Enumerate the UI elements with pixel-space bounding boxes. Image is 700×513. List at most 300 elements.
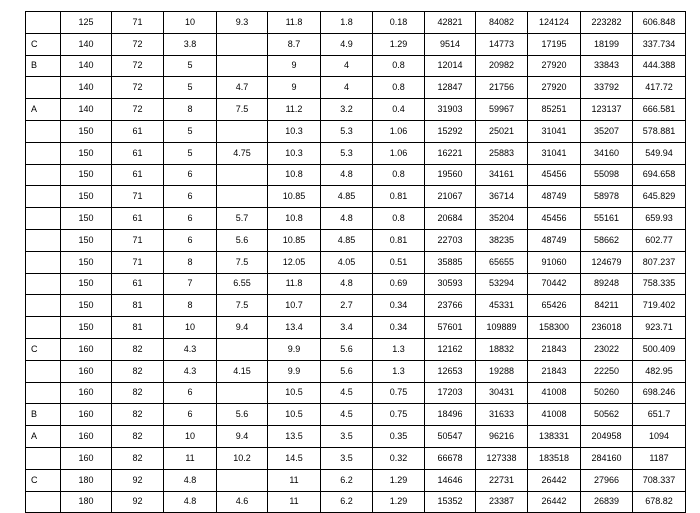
table-cell: 1.06 bbox=[373, 142, 425, 164]
table-cell: 1094 bbox=[633, 426, 686, 448]
table-cell: 3.5 bbox=[321, 426, 373, 448]
table-cell: 0.8 bbox=[373, 164, 425, 186]
table-cell: 6 bbox=[164, 164, 217, 186]
table-cell: 4.6 bbox=[217, 491, 268, 513]
table-cell: 160 bbox=[61, 360, 112, 382]
table-cell: 150 bbox=[61, 186, 112, 208]
row-label-cell bbox=[26, 360, 61, 382]
table-row bbox=[26, 469, 686, 491]
table-cell: 719.402 bbox=[633, 295, 686, 317]
table-cell: 8 bbox=[164, 295, 217, 317]
table-cell: 9.4 bbox=[217, 317, 268, 339]
table-cell: 160 bbox=[61, 447, 112, 469]
table-cell: 6 bbox=[164, 208, 217, 230]
table-cell: 50562 bbox=[581, 404, 633, 426]
table-cell: 17203 bbox=[425, 382, 476, 404]
table-cell: 140 bbox=[61, 99, 112, 121]
table-cell: 0.34 bbox=[373, 295, 425, 317]
table-cell: 0.8 bbox=[373, 77, 425, 99]
table-cell: 4.8 bbox=[321, 208, 373, 230]
table-cell: 0.51 bbox=[373, 251, 425, 273]
table-cell: 84211 bbox=[581, 295, 633, 317]
table-cell: 124679 bbox=[581, 251, 633, 273]
table-cell bbox=[217, 338, 268, 360]
table-cell: 150 bbox=[61, 120, 112, 142]
table-cell: 23022 bbox=[581, 338, 633, 360]
table-cell: 0.81 bbox=[373, 186, 425, 208]
table-cell: 5.6 bbox=[321, 338, 373, 360]
table-cell: 10.3 bbox=[268, 120, 321, 142]
table-cell: 180 bbox=[61, 469, 112, 491]
table-cell: 606.848 bbox=[633, 12, 686, 34]
table-cell: 82 bbox=[112, 338, 164, 360]
table-cell: 26839 bbox=[581, 491, 633, 513]
table-cell: 59967 bbox=[476, 99, 528, 121]
table-cell: 12847 bbox=[425, 77, 476, 99]
table-cell: 4.85 bbox=[321, 229, 373, 251]
table-cell: 150 bbox=[61, 273, 112, 295]
table-cell: 48749 bbox=[528, 186, 581, 208]
table-cell: 0.75 bbox=[373, 404, 425, 426]
row-label-cell bbox=[26, 491, 61, 513]
table-cell: 7.5 bbox=[217, 99, 268, 121]
table-row bbox=[26, 447, 686, 469]
table-cell: 417.72 bbox=[633, 77, 686, 99]
table-cell bbox=[217, 164, 268, 186]
table-row bbox=[26, 77, 686, 99]
table-row bbox=[26, 229, 686, 251]
table-cell: 42821 bbox=[425, 12, 476, 34]
table-cell: 12162 bbox=[425, 338, 476, 360]
table-cell: 1.29 bbox=[373, 491, 425, 513]
table-cell: 5.3 bbox=[321, 142, 373, 164]
table-cell: 10.8 bbox=[268, 208, 321, 230]
row-label-cell bbox=[26, 317, 61, 339]
row-label-cell bbox=[26, 77, 61, 99]
table-cell: 9.3 bbox=[217, 12, 268, 34]
table-cell: 923.71 bbox=[633, 317, 686, 339]
table-cell: 10 bbox=[164, 426, 217, 448]
table-cell: 61 bbox=[112, 208, 164, 230]
table-cell: 6 bbox=[164, 186, 217, 208]
table-cell: 71 bbox=[112, 186, 164, 208]
table-cell: 0.32 bbox=[373, 447, 425, 469]
table-cell: 708.337 bbox=[633, 469, 686, 491]
table-cell: 18496 bbox=[425, 404, 476, 426]
table-cell: 337.734 bbox=[633, 33, 686, 55]
table-cell: 1.8 bbox=[321, 12, 373, 34]
table-cell: 3.5 bbox=[321, 447, 373, 469]
table-cell: 15292 bbox=[425, 120, 476, 142]
table-cell: 578.881 bbox=[633, 120, 686, 142]
row-label-cell bbox=[26, 251, 61, 273]
table-cell: 21756 bbox=[476, 77, 528, 99]
table-cell: 30593 bbox=[425, 273, 476, 295]
table-cell: 41008 bbox=[528, 382, 581, 404]
table-cell: 138331 bbox=[528, 426, 581, 448]
table-cell: 19560 bbox=[425, 164, 476, 186]
table-cell: 124124 bbox=[528, 12, 581, 34]
table-cell: 5.6 bbox=[217, 404, 268, 426]
table-cell: 23766 bbox=[425, 295, 476, 317]
row-label-cell: A bbox=[26, 426, 61, 448]
table-cell: 81 bbox=[112, 317, 164, 339]
table-cell: 3.4 bbox=[321, 317, 373, 339]
table-cell: 8.7 bbox=[268, 33, 321, 55]
table-cell: 35207 bbox=[581, 120, 633, 142]
table-cell: 22703 bbox=[425, 229, 476, 251]
row-label-cell: B bbox=[26, 55, 61, 77]
table-cell: 150 bbox=[61, 142, 112, 164]
table-cell: 55098 bbox=[581, 164, 633, 186]
table-body bbox=[26, 12, 686, 513]
table-cell: 1.3 bbox=[373, 360, 425, 382]
table-cell: 4.7 bbox=[217, 77, 268, 99]
table-cell: 45456 bbox=[528, 164, 581, 186]
table-cell: 9.4 bbox=[217, 426, 268, 448]
table-cell: 14.5 bbox=[268, 447, 321, 469]
table-cell bbox=[217, 382, 268, 404]
table-cell: 82 bbox=[112, 404, 164, 426]
table-cell: 183518 bbox=[528, 447, 581, 469]
table-cell: 4.3 bbox=[164, 360, 217, 382]
table-cell: 12014 bbox=[425, 55, 476, 77]
table-cell: 0.69 bbox=[373, 273, 425, 295]
table-cell: 7.5 bbox=[217, 295, 268, 317]
table-cell: 10.85 bbox=[268, 186, 321, 208]
table-cell: 444.388 bbox=[633, 55, 686, 77]
row-label-cell bbox=[26, 186, 61, 208]
table-cell: 6.55 bbox=[217, 273, 268, 295]
table-cell: 27920 bbox=[528, 77, 581, 99]
table-cell: 71 bbox=[112, 251, 164, 273]
table-cell: 11.8 bbox=[268, 12, 321, 34]
table-cell: 71 bbox=[112, 229, 164, 251]
table-cell: 5.7 bbox=[217, 208, 268, 230]
table-cell: 127338 bbox=[476, 447, 528, 469]
table-cell: 45331 bbox=[476, 295, 528, 317]
table-cell: 4.75 bbox=[217, 142, 268, 164]
table-cell: 2.7 bbox=[321, 295, 373, 317]
table-cell: 0.34 bbox=[373, 317, 425, 339]
table-cell: 85251 bbox=[528, 99, 581, 121]
table-cell: 14773 bbox=[476, 33, 528, 55]
table-cell: 0.81 bbox=[373, 229, 425, 251]
row-label-cell: C bbox=[26, 33, 61, 55]
table-cell: 5.6 bbox=[321, 360, 373, 382]
table-cell: 4 bbox=[321, 55, 373, 77]
table-row bbox=[26, 338, 686, 360]
table-cell: 35204 bbox=[476, 208, 528, 230]
table-cell: 659.93 bbox=[633, 208, 686, 230]
table-cell: 666.581 bbox=[633, 99, 686, 121]
table-cell: 61 bbox=[112, 142, 164, 164]
table-cell: 549.94 bbox=[633, 142, 686, 164]
table-cell: 0.4 bbox=[373, 99, 425, 121]
table-cell: 4.5 bbox=[321, 382, 373, 404]
table-cell: 57601 bbox=[425, 317, 476, 339]
table-cell: 89248 bbox=[581, 273, 633, 295]
row-label-cell: C bbox=[26, 469, 61, 491]
table-cell: 65655 bbox=[476, 251, 528, 273]
table-cell: 4.3 bbox=[164, 338, 217, 360]
table-cell: 500.409 bbox=[633, 338, 686, 360]
table-cell: 0.18 bbox=[373, 12, 425, 34]
table-cell: 180 bbox=[61, 491, 112, 513]
table-cell: 33843 bbox=[581, 55, 633, 77]
row-label-cell bbox=[26, 382, 61, 404]
table-cell: 91060 bbox=[528, 251, 581, 273]
table-cell: 4.9 bbox=[321, 33, 373, 55]
table-cell: 10.5 bbox=[268, 404, 321, 426]
table-cell: 9 bbox=[268, 77, 321, 99]
row-label-cell: B bbox=[26, 404, 61, 426]
row-label-cell bbox=[26, 295, 61, 317]
table-cell: 10.8 bbox=[268, 164, 321, 186]
table-cell: 61 bbox=[112, 164, 164, 186]
table-cell: 30431 bbox=[476, 382, 528, 404]
table-cell: 38235 bbox=[476, 229, 528, 251]
table-cell: 27966 bbox=[581, 469, 633, 491]
table-cell: 5 bbox=[164, 55, 217, 77]
table-cell: 22250 bbox=[581, 360, 633, 382]
table-cell: 58662 bbox=[581, 229, 633, 251]
table-cell: 81 bbox=[112, 295, 164, 317]
table-cell: 4 bbox=[321, 77, 373, 99]
table-cell: 150 bbox=[61, 164, 112, 186]
table-row bbox=[26, 426, 686, 448]
table-cell: 160 bbox=[61, 382, 112, 404]
table-cell: 26442 bbox=[528, 491, 581, 513]
table-cell: 41008 bbox=[528, 404, 581, 426]
table-cell: 31903 bbox=[425, 99, 476, 121]
table-cell: 65426 bbox=[528, 295, 581, 317]
table-cell: 160 bbox=[61, 404, 112, 426]
row-label-cell bbox=[26, 229, 61, 251]
table-cell: 71 bbox=[112, 12, 164, 34]
table-cell: 158300 bbox=[528, 317, 581, 339]
table-row bbox=[26, 186, 686, 208]
table-row bbox=[26, 317, 686, 339]
table-row bbox=[26, 382, 686, 404]
table-row bbox=[26, 273, 686, 295]
table-cell: 9514 bbox=[425, 33, 476, 55]
table-row bbox=[26, 142, 686, 164]
table-cell: 31633 bbox=[476, 404, 528, 426]
table-cell: 150 bbox=[61, 251, 112, 273]
table-cell: 11 bbox=[164, 447, 217, 469]
table-cell: 11 bbox=[268, 469, 321, 491]
table-cell: 1.29 bbox=[373, 469, 425, 491]
table-cell: 1187 bbox=[633, 447, 686, 469]
table-cell: 13.4 bbox=[268, 317, 321, 339]
table-cell: 0.35 bbox=[373, 426, 425, 448]
table-cell: 4.8 bbox=[321, 164, 373, 186]
table-cell: 12.05 bbox=[268, 251, 321, 273]
table-cell: 0.8 bbox=[373, 55, 425, 77]
table-cell: 82 bbox=[112, 447, 164, 469]
table-cell: 10.5 bbox=[268, 382, 321, 404]
table-cell: 31041 bbox=[528, 120, 581, 142]
table-cell: 678.82 bbox=[633, 491, 686, 513]
table-cell: 18199 bbox=[581, 33, 633, 55]
table-cell: 10 bbox=[164, 317, 217, 339]
row-label-cell bbox=[26, 120, 61, 142]
table-cell: 66678 bbox=[425, 447, 476, 469]
table-cell: 45456 bbox=[528, 208, 581, 230]
table-cell: 9.9 bbox=[268, 360, 321, 382]
table-cell: 5.3 bbox=[321, 120, 373, 142]
table-cell: 16221 bbox=[425, 142, 476, 164]
table-cell: 1.29 bbox=[373, 33, 425, 55]
table-cell: 0.75 bbox=[373, 382, 425, 404]
table-row bbox=[26, 404, 686, 426]
table-cell: 19288 bbox=[476, 360, 528, 382]
table-cell: 140 bbox=[61, 55, 112, 77]
table-cell: 31041 bbox=[528, 142, 581, 164]
table-cell: 3.8 bbox=[164, 33, 217, 55]
table-cell: 26442 bbox=[528, 469, 581, 491]
table-cell: 150 bbox=[61, 229, 112, 251]
table-row bbox=[26, 33, 686, 55]
table-row bbox=[26, 295, 686, 317]
table-row bbox=[26, 120, 686, 142]
table-cell: 21843 bbox=[528, 360, 581, 382]
row-label-cell bbox=[26, 12, 61, 34]
table-row bbox=[26, 12, 686, 34]
table-cell: 11.2 bbox=[268, 99, 321, 121]
table-cell: 125 bbox=[61, 12, 112, 34]
table-cell: 5.6 bbox=[217, 229, 268, 251]
table-cell: 1.06 bbox=[373, 120, 425, 142]
table-cell: 55161 bbox=[581, 208, 633, 230]
table-row bbox=[26, 208, 686, 230]
table-cell: 160 bbox=[61, 338, 112, 360]
table-cell: 82 bbox=[112, 382, 164, 404]
table-cell: 4.85 bbox=[321, 186, 373, 208]
table-cell bbox=[217, 469, 268, 491]
table-cell bbox=[217, 33, 268, 55]
table-cell: 20684 bbox=[425, 208, 476, 230]
table-cell: 50260 bbox=[581, 382, 633, 404]
table-cell: 61 bbox=[112, 273, 164, 295]
table-cell: 72 bbox=[112, 99, 164, 121]
table-cell: 236018 bbox=[581, 317, 633, 339]
data-table bbox=[25, 11, 686, 513]
table-cell bbox=[217, 186, 268, 208]
table-cell: 92 bbox=[112, 469, 164, 491]
table-cell: 109889 bbox=[476, 317, 528, 339]
table-cell: 698.246 bbox=[633, 382, 686, 404]
table-cell: 4.8 bbox=[164, 469, 217, 491]
table-cell: 82 bbox=[112, 426, 164, 448]
table-cell: 10 bbox=[164, 12, 217, 34]
table-cell: 48749 bbox=[528, 229, 581, 251]
row-label-cell bbox=[26, 164, 61, 186]
table-cell: 150 bbox=[61, 208, 112, 230]
table-cell: 4.15 bbox=[217, 360, 268, 382]
table-cell: 123137 bbox=[581, 99, 633, 121]
table-cell: 20982 bbox=[476, 55, 528, 77]
table-cell: 5 bbox=[164, 77, 217, 99]
table-cell: 3.2 bbox=[321, 99, 373, 121]
table-cell: 6 bbox=[164, 404, 217, 426]
table-cell bbox=[217, 55, 268, 77]
table-cell: 4.05 bbox=[321, 251, 373, 273]
table-cell: 807.237 bbox=[633, 251, 686, 273]
table-cell: 34161 bbox=[476, 164, 528, 186]
table-row bbox=[26, 55, 686, 77]
table-cell: 0.8 bbox=[373, 208, 425, 230]
table-cell: 17195 bbox=[528, 33, 581, 55]
table-cell: 4.8 bbox=[321, 273, 373, 295]
table-cell: 223282 bbox=[581, 12, 633, 34]
table-row bbox=[26, 491, 686, 513]
table-cell: 12653 bbox=[425, 360, 476, 382]
row-label-cell: A bbox=[26, 99, 61, 121]
table-cell: 21843 bbox=[528, 338, 581, 360]
table-cell: 6.2 bbox=[321, 491, 373, 513]
table-cell: 36714 bbox=[476, 186, 528, 208]
table-cell bbox=[217, 120, 268, 142]
table-cell: 18832 bbox=[476, 338, 528, 360]
table-cell: 50547 bbox=[425, 426, 476, 448]
table-row bbox=[26, 164, 686, 186]
table-cell: 10.3 bbox=[268, 142, 321, 164]
table-cell: 284160 bbox=[581, 447, 633, 469]
table-cell: 4.5 bbox=[321, 404, 373, 426]
table-cell: 70442 bbox=[528, 273, 581, 295]
table-cell: 21067 bbox=[425, 186, 476, 208]
table-cell: 72 bbox=[112, 77, 164, 99]
table-cell: 25021 bbox=[476, 120, 528, 142]
row-label-cell bbox=[26, 273, 61, 295]
table-cell: 27920 bbox=[528, 55, 581, 77]
table-cell: 8 bbox=[164, 251, 217, 273]
row-label-cell bbox=[26, 142, 61, 164]
table-cell: 23387 bbox=[476, 491, 528, 513]
table-cell: 61 bbox=[112, 120, 164, 142]
table-cell: 7 bbox=[164, 273, 217, 295]
table-cell: 9 bbox=[268, 55, 321, 77]
table-cell: 6 bbox=[164, 229, 217, 251]
table-cell: 150 bbox=[61, 317, 112, 339]
table-cell: 15352 bbox=[425, 491, 476, 513]
table-cell: 96216 bbox=[476, 426, 528, 448]
table-cell: 58978 bbox=[581, 186, 633, 208]
table-cell: 10.85 bbox=[268, 229, 321, 251]
table-cell: 35885 bbox=[425, 251, 476, 273]
table-cell: 34160 bbox=[581, 142, 633, 164]
table-cell: 5 bbox=[164, 142, 217, 164]
table-cell: 140 bbox=[61, 33, 112, 55]
row-label-cell bbox=[26, 447, 61, 469]
table-cell: 482.95 bbox=[633, 360, 686, 382]
table-cell: 53294 bbox=[476, 273, 528, 295]
table-row bbox=[26, 99, 686, 121]
table-cell: 9.9 bbox=[268, 338, 321, 360]
table-cell: 7.5 bbox=[217, 251, 268, 273]
table-cell: 8 bbox=[164, 99, 217, 121]
table-cell: 72 bbox=[112, 33, 164, 55]
table-cell: 160 bbox=[61, 426, 112, 448]
table-cell: 11 bbox=[268, 491, 321, 513]
table-cell: 204958 bbox=[581, 426, 633, 448]
table-cell: 6 bbox=[164, 382, 217, 404]
table-cell: 82 bbox=[112, 360, 164, 382]
table-row bbox=[26, 360, 686, 382]
table-row bbox=[26, 251, 686, 273]
